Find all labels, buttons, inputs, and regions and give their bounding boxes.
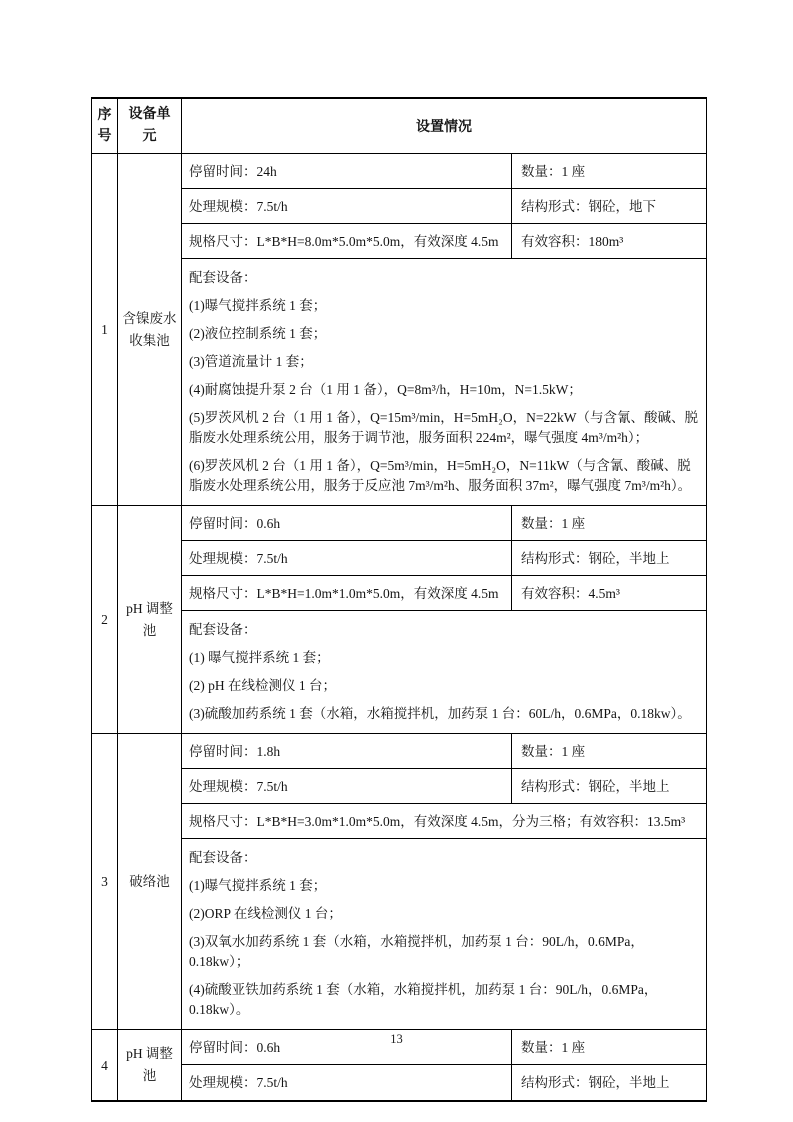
unit-cell: pH 调整池	[118, 1030, 182, 1100]
spec-right-cell: 数量：1 座	[521, 1039, 586, 1055]
spec-right-cell: 有效容积：4.5m³	[521, 585, 620, 601]
spec-right-cell: 结构形式：钢砼，半地上	[521, 550, 670, 566]
detail-line: (4)硫酸亚铁加药系统 1 套（水箱，水箱搅拌机，加药泵 1 台：90L/h，0.6MPa，0.18kw）。	[189, 982, 658, 1017]
detail-line: (2) pH 在线检测仪 1 台；	[189, 678, 336, 693]
spec-right-cell: 结构形式：钢砼，半地上	[521, 778, 670, 794]
detail-line: (1) 曝气搅拌系统 1 套；	[189, 650, 330, 665]
spec-left-cell: 停留时间：24h	[182, 154, 512, 188]
row-number-cell: 4	[92, 1030, 118, 1100]
row-number-cell: 2	[92, 506, 118, 733]
detail-line: 配套设备：	[189, 622, 257, 637]
detail-line: (6)罗茨风机 2 台（1 用 1 备），Q=5m³/min，H=5mH₂O，N=11kW（与含氰、酸碱、脱脂废水处理系统公用，服务于反应池 7m³/m²h、服务面积 37m²，曝气强度 7m³/m²h）。	[189, 458, 692, 493]
spec-row	[182, 224, 706, 259]
spec-right-cell: 结构形式：钢砼，半地上	[521, 1075, 670, 1090]
equipment-details	[182, 839, 706, 1029]
spec-row	[182, 1065, 706, 1100]
detail-line: (5)罗茨风机 2 台（1 用 1 备），Q=15m³/min，H=5mH₂O，N=22kW（与含氰、酸碱、脱脂废水处理系统公用，服务于调节池，服务面积 224m²，曝气强度 4m³/m²h）；	[189, 410, 698, 445]
spec-full-cell: 规格尺寸：L*B*H=3.0m*1.0m*5.0m，有效深度 4.5m，分为三格；有效容积：13.5m³	[189, 813, 686, 829]
spec-right-cell: 数量：1 座	[521, 743, 586, 759]
detail-line: (3)硫酸加药系统 1 套（水箱，水箱搅拌机，加药泵 1 台：60L/h，0.6MPa，0.18kw）。	[189, 706, 691, 721]
spec-left-cell: 处理规模：7.5t/h	[182, 189, 512, 223]
table-row	[92, 734, 706, 1030]
spec-row	[182, 154, 706, 189]
config-cell	[182, 734, 706, 1029]
equipment-table	[91, 97, 707, 1102]
page-number: 13	[390, 1032, 403, 1046]
detail-line: (2)液位控制系统 1 套；	[189, 326, 327, 341]
spec-row-full	[182, 804, 706, 839]
table-header-row	[92, 99, 706, 154]
unit-cell: 含镍废水收集池	[118, 154, 182, 505]
spec-left-cell: 处理规模：7.5t/h	[182, 541, 512, 575]
detail-line: (3)管道流量计 1 套；	[189, 354, 313, 369]
spec-right-cell: 结构形式：钢砼，地下	[521, 198, 656, 214]
config-cell	[182, 154, 706, 505]
unit-cell: 破络池	[118, 734, 182, 1029]
header-unit: 设备单元	[118, 99, 182, 153]
spec-row	[182, 734, 706, 769]
unit-cell: pH 调整池	[118, 506, 182, 733]
table-row	[92, 506, 706, 734]
config-cell	[182, 506, 706, 733]
equipment-details	[182, 259, 706, 505]
spec-row	[182, 769, 706, 804]
spec-right-cell: 有效容积：180m³	[521, 233, 624, 249]
spec-left-cell: 处理规模：7.5t/h	[182, 1065, 512, 1100]
header-seq: 序号	[92, 99, 118, 153]
spec-left-cell: 停留时间：1.8h	[182, 734, 512, 768]
detail-line: (4)耐腐蚀提升泵 2 台（1 用 1 备），Q=8m³/h，H=10m，N=1.5kW；	[189, 382, 582, 397]
spec-left-cell: 规格尺寸：L*B*H=8.0m*5.0m*5.0m，有效深度 4.5m	[182, 224, 512, 258]
spec-left-cell: 停留时间：0.6h	[182, 1030, 512, 1064]
detail-line: (3)双氧水加药系统 1 套（水箱，水箱搅拌机，加药泵 1 台：90L/h，0.6MPa，0.18kw）；	[189, 934, 644, 969]
detail-line: 配套设备：	[189, 270, 257, 285]
spec-row	[182, 506, 706, 541]
detail-line: (1)曝气搅拌系统 1 套；	[189, 298, 327, 313]
spec-row	[182, 541, 706, 576]
detail-line: (1)曝气搅拌系统 1 套；	[189, 878, 327, 893]
header-config: 设置情况	[416, 120, 472, 135]
row-number-cell: 1	[92, 154, 118, 505]
equipment-details	[182, 611, 706, 733]
spec-left-cell: 处理规模：7.5t/h	[182, 769, 512, 803]
spec-row	[182, 189, 706, 224]
spec-right-cell: 数量：1 座	[521, 515, 586, 531]
detail-line: 配套设备：	[189, 850, 257, 865]
row-number-cell: 3	[92, 734, 118, 1029]
detail-line: (2)ORP 在线检测仪 1 台；	[189, 906, 342, 921]
spec-left-cell: 停留时间：0.6h	[182, 506, 512, 540]
spec-right-cell: 数量：1 座	[521, 163, 586, 179]
spec-row	[182, 576, 706, 611]
table-row	[92, 154, 706, 506]
spec-left-cell: 规格尺寸：L*B*H=1.0m*1.0m*5.0m，有效深度 4.5m	[182, 576, 512, 610]
